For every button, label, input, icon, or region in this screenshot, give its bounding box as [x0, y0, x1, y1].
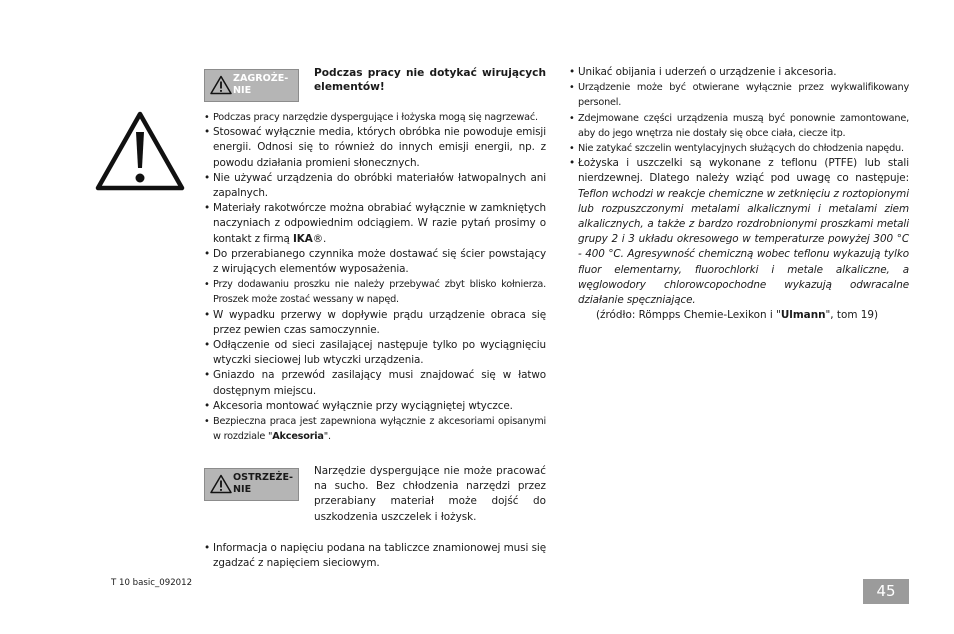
list-item: • Akcesoria montować wyłącznie przy wyciągniętej wtyczce. — [204, 399, 513, 412]
list-item: • Zdejmowane części urządzenia muszą być ponownie zamontowane, aby do jego wnętrza nie dostały się obce ciała, ciecze itp. — [569, 112, 909, 139]
document-code: T 10 basic_092012 — [111, 578, 193, 588]
large-warning-icon — [94, 110, 186, 192]
voltage-info — [204, 541, 546, 571]
list-item: • Bezpieczna praca jest zapewniona wyłącznie z akcesoriami opisanymi w rozdziale "Akcesoria". — [204, 416, 546, 443]
list-item: • W wypadku przerwy w dopływie prądu urządzenie obraca się przez pewien czas samoczynnie. — [204, 308, 546, 336]
list-item: • Do przerabianego czynnika może dostawać się ścier powstający z wirujących elementów wyposażenia. — [204, 247, 546, 276]
list-item: • Stosować wyłącznie media, których obróbka nie powoduje emisji energii. Odnosi się to również do innych emisji energii, np. z powodu działania promieni słonecznych. — [204, 126, 546, 169]
list-item: • Informacja o napięciu podana na tabliczce znamionowej musi się zgadzać z napięciem sieciowym. — [204, 542, 546, 570]
danger-heading: Podczas pracy nie dotykać wirujących elementów! — [314, 67, 546, 93]
danger-badge — [204, 69, 299, 102]
list-item: • Nie używać urządzenia do obróbki materiałów łatwopalnych ani zapalnych. — [204, 171, 546, 200]
caution-badge — [204, 468, 299, 501]
caution-text: Narzędzie dyspergujące nie może pracować na sucho. Bez chłodzenia narzędzi przez przerabiany materiał może dojść do uszkodzenia uszczelek i łożysk. — [314, 465, 546, 523]
list-item: • Podczas pracy narzędzie dyspergujące i łożyska mogą się nagrzewać. — [204, 112, 538, 123]
right-safety-list — [569, 65, 909, 323]
list-item: • Przy dodawaniu proszku nie należy przebywać zbyt blisko kołnierza. Proszek może zostać wessany w napęd. — [204, 279, 546, 306]
left-safety-list — [204, 110, 546, 444]
list-item: • Gniazdo na przewód zasilający musi znajdować się w łatwo dostępnym miejscu. — [204, 369, 546, 397]
page-number: 45 — [863, 579, 909, 604]
list-item: • Łożyska i uszczelki są wykonane z teflonu (PTFE) lub stali nierdzewnej. Dlatego należy wziąć pod uwagę co następuje: Teflon wchodzi w reakcje chemiczne w zetknięciu z roztopionymi lub rozpuszczonymi metalami alkalicznymi i metalami ziem alkalicznych, a także z bardzo rozdrobnionymi proszkami metali grupy 2 i 3 układu okresowego w temperaturze powyżej 300 °C - 400 °C. Agresywność chemiczną wobec teflonu wykazują tylko fluor elementarny, fluorochlorki i metale alkaliczne, a węglowodory chlorowcopochodne wykazują odwracalne działanie spęczniające. — [569, 157, 909, 307]
source-citation: (źródło: Römpps Chemie-Lexikon i "Ulmann", tom 19) — [596, 309, 879, 322]
list-item: • Urządzenie może być otwierane wyłącznie przez wykwalifikowany personel. — [569, 82, 909, 109]
list-item: • Unikać obijania i uderzeń o urządzenie i akcesoria. — [569, 66, 837, 78]
warning-icon — [210, 75, 232, 95]
list-item: • Odłączenie od sieci zasilającej następuje tylko po wyciągnięciu wtyczki sieciowej lub wtyczki urządzenia. — [204, 339, 546, 367]
list-item: • Materiały rakotwórcze można obrabiać wyłącznie w zamkniętych naczyniach z odpowiednim odciągiem. W razie pytań prosimy o kontakt z firmą IKA®. — [204, 202, 546, 245]
caution-badge-label: OSTRZEŻE- NIE — [233, 472, 293, 495]
warning-icon — [210, 474, 232, 494]
list-item: • Nie zatykać szczelin wentylacyjnych służących do chłodzenia napędu. — [569, 143, 904, 155]
danger-badge-label: ZAGROŻE- NIE — [233, 73, 289, 96]
